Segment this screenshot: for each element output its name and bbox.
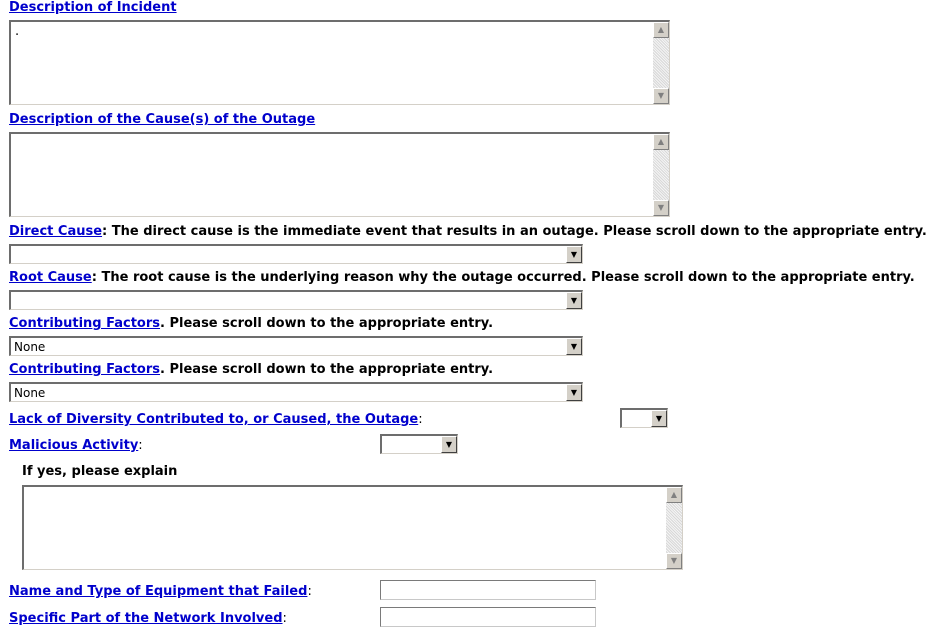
contributing-factors-select-1[interactable]	[9, 336, 583, 356]
root-cause-link[interactable]: Root Cause	[9, 270, 92, 285]
scroll-up-icon[interactable]: ▲	[666, 487, 682, 503]
network-part-link[interactable]: Specific Part of the Network Involved	[9, 611, 283, 626]
contributing-factors-link-1[interactable]: Contributing Factors	[9, 316, 161, 331]
scroll-down-icon[interactable]: ▼	[653, 200, 669, 216]
contributing-factors-selected-2: None	[14, 386, 46, 400]
contributing-factors-description-1: . Please scroll down to the appropriate entry.	[160, 316, 494, 331]
root-cause-select[interactable]	[9, 290, 583, 310]
scroll-up-icon[interactable]: ▲	[653, 134, 669, 150]
root-cause-description: : The root cause is the underlying reason why the outage occurred. Please scroll down to the appropriate entry.	[91, 270, 915, 285]
chevron-down-icon[interactable]: ▼	[566, 338, 582, 355]
malicious-activity-select[interactable]	[380, 434, 458, 454]
incident-scrollbar[interactable]	[653, 22, 669, 104]
cause-scrollbar[interactable]	[653, 134, 669, 216]
incident-textarea[interactable]	[9, 20, 670, 105]
chevron-down-icon[interactable]: ▼	[566, 384, 582, 401]
network-part-input[interactable]	[380, 607, 596, 627]
diversity-colon: :	[418, 412, 423, 427]
chevron-down-icon[interactable]: ▼	[566, 246, 582, 263]
direct-cause-select[interactable]	[9, 244, 583, 264]
chevron-down-icon[interactable]: ▼	[566, 292, 582, 309]
direct-cause-description: : The direct cause is the immediate event that results in an outage. Please scroll down to the appropriate entry.	[102, 224, 927, 239]
contributing-factors-description-2: . Please scroll down to the appropriate entry.	[160, 362, 494, 377]
direct-cause-link[interactable]: Direct Cause	[9, 224, 103, 239]
chevron-down-icon[interactable]: ▼	[441, 436, 457, 453]
chevron-down-icon[interactable]: ▼	[651, 410, 667, 427]
malicious-colon: :	[138, 438, 143, 453]
contributing-factors-link-2[interactable]: Contributing Factors	[9, 362, 161, 377]
equipment-link[interactable]: Name and Type of Equipment that Failed	[9, 584, 308, 599]
equipment-input[interactable]	[380, 580, 596, 600]
contributing-factors-selected-1: None	[14, 340, 46, 354]
cause-textarea[interactable]	[9, 132, 670, 217]
equipment-colon: :	[307, 584, 312, 599]
incident-help-link[interactable]: Description of Incident	[9, 0, 177, 15]
explain-label: If yes, please explain	[22, 464, 178, 479]
incident-text: .	[15, 24, 20, 39]
explain-textarea[interactable]	[22, 485, 683, 570]
malicious-activity-link[interactable]: Malicious Activity	[9, 438, 139, 453]
explain-scrollbar[interactable]	[666, 487, 682, 569]
scroll-up-icon[interactable]: ▲	[653, 22, 669, 38]
network-part-colon: :	[282, 611, 287, 626]
scroll-down-icon[interactable]: ▼	[653, 88, 669, 104]
cause-help-link[interactable]: Description of the Cause(s) of the Outage	[9, 112, 316, 127]
diversity-link[interactable]: Lack of Diversity Contributed to, or Caused, the Outage	[9, 412, 419, 427]
diversity-select[interactable]	[620, 408, 668, 428]
contributing-factors-select-2[interactable]	[9, 382, 583, 402]
scroll-down-icon[interactable]: ▼	[666, 553, 682, 569]
